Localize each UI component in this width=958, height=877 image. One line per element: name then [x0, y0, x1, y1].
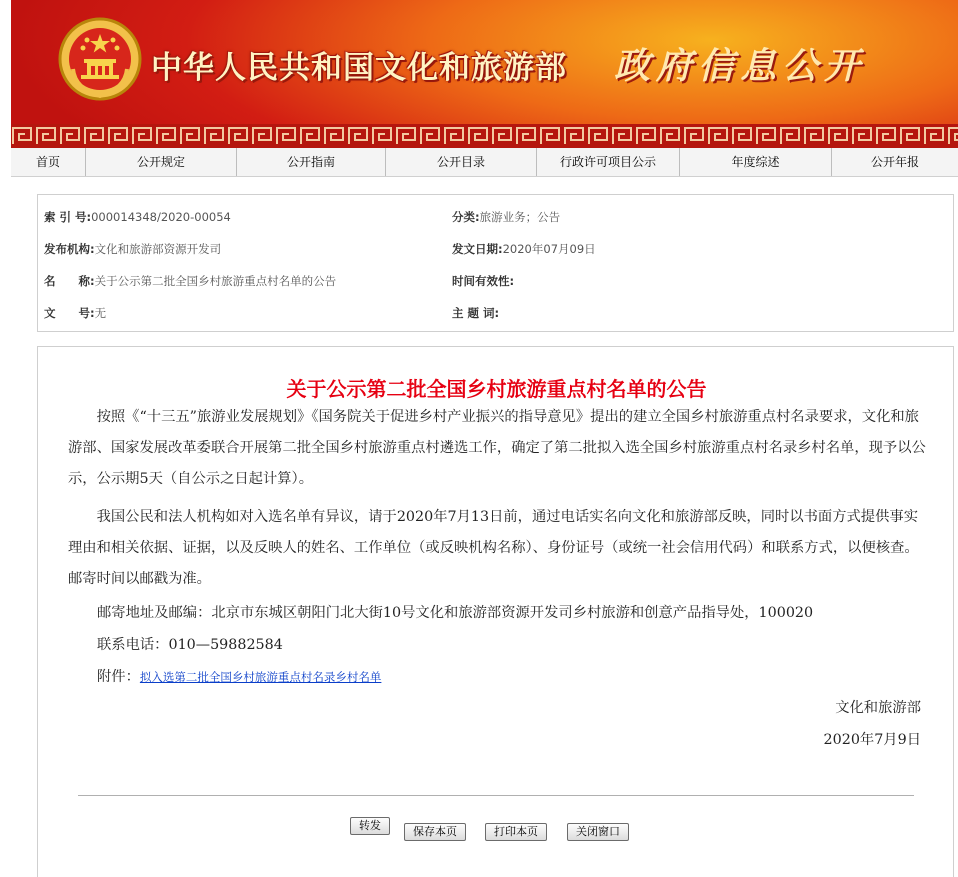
national-emblem-icon [55, 14, 145, 104]
metadata-panel [37, 194, 954, 332]
nav-item-catalog[interactable]: 公开目录 [386, 148, 537, 176]
nav-item-annual-summary[interactable]: 年度综述 [680, 148, 832, 176]
meta-validity: 时间有效性: [452, 274, 515, 288]
attachment-link[interactable]: 拟入选第二批全国乡村旅游重点村名录乡村名单 [139, 670, 382, 684]
meta-subject: 主 题 词: [452, 306, 500, 320]
attachment-label: 附件： [97, 669, 140, 685]
meta-name: 名 称:关于公示第二批全国乡村旅游重点村名单的公告 [44, 274, 337, 288]
meta-date: 发文日期:2020年07月09日 [452, 242, 596, 256]
meta-index: 索 引 号:000014348/2020-00054 [44, 210, 231, 224]
nav-item-home[interactable]: 首页 [11, 148, 86, 176]
close-window-button[interactable]: 关闭窗口 [567, 823, 629, 841]
attachment-row [97, 666, 381, 686]
print-page-button[interactable]: 打印本页 [485, 823, 547, 841]
document-content [37, 346, 954, 877]
save-page-button[interactable]: 保存本页 [404, 823, 466, 841]
decorative-border [11, 124, 958, 148]
meta-issuer: 发布机构:文化和旅游部资源开发司 [44, 242, 222, 256]
site-title: 中华人民共和国文化和旅游部 [151, 50, 567, 86]
nav-item-permits[interactable]: 行政许可项目公示 [537, 148, 680, 176]
divider [78, 795, 914, 796]
document-title: 关于公示第二批全国乡村旅游重点村名单的公告 [286, 377, 707, 401]
nav-bar [11, 148, 958, 177]
paragraph-1: 按照《“十三五”旅游业发展规划》《国务院关于促进乡村产业振兴的指导意见》提出的建立全国乡村旅游重点村名录要求，文化和旅游部、国家发展改革委联合开展第二批全国乡村旅游重点村遴选工作，确定了第二批拟入选全国乡村旅游重点村名录乡村名单，现予以公示，公示期5天（自公示之日起计算）。 [68, 409, 926, 487]
nav-item-rules[interactable]: 公开规定 [86, 148, 237, 176]
paragraph-2: 我国公民和法人机构如对入选名单有异议，请于2020年7月13日前，通过电话实名向文化和旅游部反映，同时以书面方式提供事实理由和相关依据、证据，以及反映人的姓名、工作单位（或反映机构名称）、身份证号（或统一社会信用代码）和联系方式，以便核查。邮寄时间以邮戳为准。 [68, 509, 919, 587]
site-subtitle: 政府信息公开 [614, 46, 867, 87]
meta-category: 分类:旅游业务；公告 [452, 210, 561, 224]
fret-pattern-icon [11, 124, 958, 148]
signature: 文化和旅游部 [835, 700, 921, 716]
header-banner [11, 0, 958, 124]
nav-item-annual-report[interactable]: 公开年报 [870, 155, 919, 169]
forward-button[interactable]: 转发 [350, 817, 390, 835]
contact-phone: 联系电话：010—59882584 [97, 637, 283, 653]
signature-date: 2020年7月9日 [823, 732, 921, 748]
nav-item-guide[interactable]: 公开指南 [237, 148, 386, 176]
meta-docno: 文 号:无 [44, 306, 107, 320]
mailing-address: 邮寄地址及邮编：北京市东城区朝阳门北大街10号文化和旅游部资源开发司乡村旅游和创意产品指导处，100020 [97, 605, 814, 621]
